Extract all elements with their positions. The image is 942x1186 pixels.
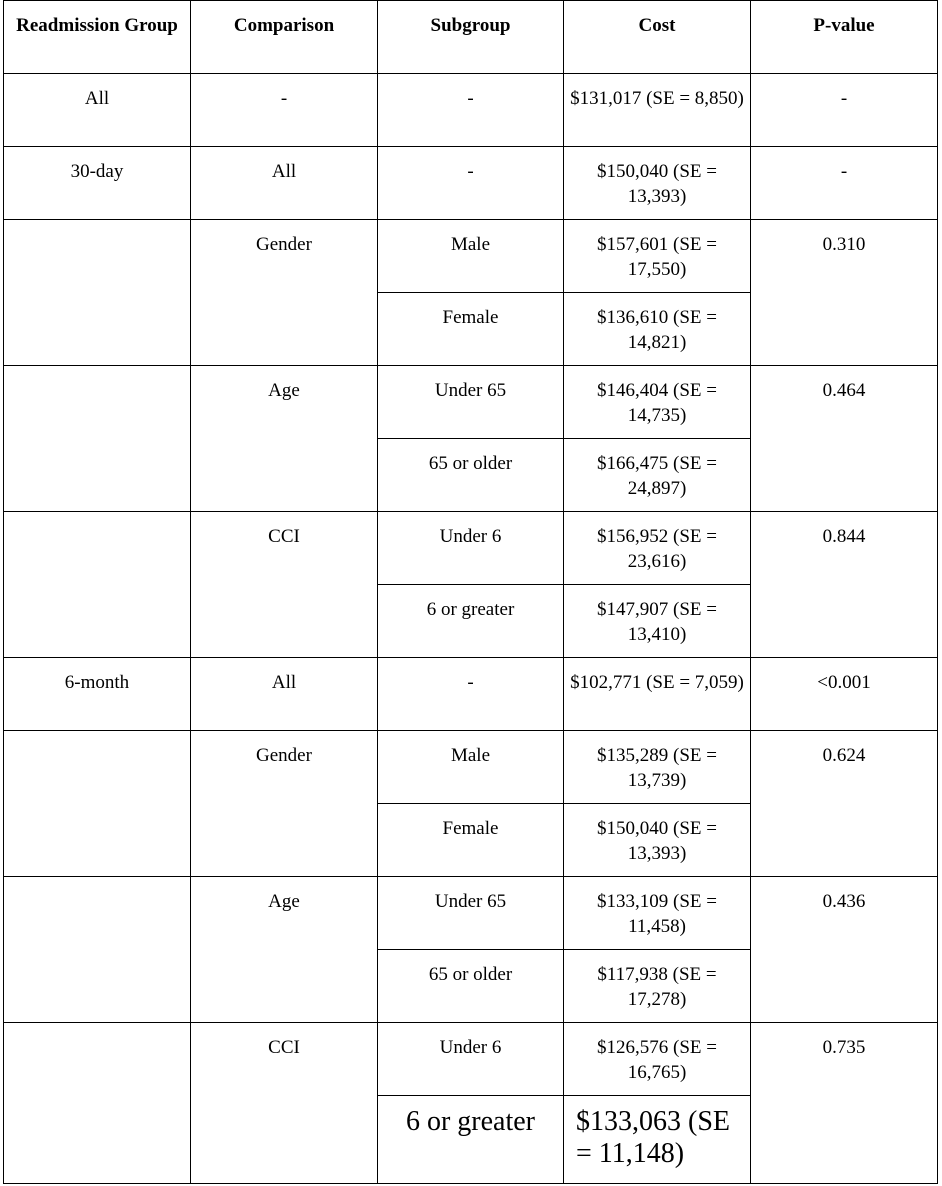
header-cost: Cost bbox=[564, 1, 751, 74]
p-value-cell: 0.464 bbox=[751, 366, 938, 512]
comparison-cell: CCI bbox=[191, 1023, 378, 1184]
header-comparison: Comparison bbox=[191, 1, 378, 74]
comparison-cell: CCI bbox=[191, 512, 378, 658]
p-value-cell: 0.624 bbox=[751, 731, 938, 877]
group-cell: 30-day bbox=[4, 147, 191, 220]
comparison-cell: Age bbox=[191, 366, 378, 512]
subgroup-cell: 6 or greater bbox=[378, 1096, 564, 1184]
header-p-value: P-value bbox=[751, 1, 938, 74]
table-row bbox=[4, 731, 938, 804]
cost-cell: $133,063 (SE = 11,148) bbox=[564, 1096, 751, 1184]
cost-cell: $150,040 (SE = 13,393) bbox=[564, 147, 751, 220]
cost-cell: $157,601 (SE = 17,550) bbox=[564, 220, 751, 293]
cost-cell: $133,109 (SE = 11,458) bbox=[564, 877, 751, 950]
cost-cell: $102,771 (SE = 7,059) bbox=[564, 658, 751, 731]
comparison-cell: All bbox=[191, 658, 378, 731]
comparison-cell: All bbox=[191, 147, 378, 220]
subgroup-cell: - bbox=[378, 74, 564, 147]
group-cell bbox=[4, 366, 191, 512]
group-cell bbox=[4, 877, 191, 1023]
table-row bbox=[4, 1023, 938, 1096]
cost-cell: $150,040 (SE = 13,393) bbox=[564, 804, 751, 877]
group-cell bbox=[4, 512, 191, 658]
table-row bbox=[4, 147, 938, 220]
p-value-cell: 0.735 bbox=[751, 1023, 938, 1184]
comparison-cell: Gender bbox=[191, 220, 378, 366]
cost-cell: $135,289 (SE = 13,739) bbox=[564, 731, 751, 804]
subgroup-cell: 6 or greater bbox=[378, 585, 564, 658]
comparison-cell: Gender bbox=[191, 731, 378, 877]
table-row bbox=[4, 877, 938, 950]
subgroup-cell: Female bbox=[378, 804, 564, 877]
header-subgroup: Subgroup bbox=[378, 1, 564, 74]
subgroup-cell: Female bbox=[378, 293, 564, 366]
cost-cell: $136,610 (SE = 14,821) bbox=[564, 293, 751, 366]
p-value-cell: <0.001 bbox=[751, 658, 938, 731]
table-row bbox=[4, 220, 938, 293]
subgroup-cell: Under 6 bbox=[378, 512, 564, 585]
group-cell bbox=[4, 1023, 191, 1184]
cost-cell: $131,017 (SE = 8,850) bbox=[564, 74, 751, 147]
p-value-cell: 0.310 bbox=[751, 220, 938, 366]
cost-cell: $126,576 (SE = 16,765) bbox=[564, 1023, 751, 1096]
table-row bbox=[4, 74, 938, 147]
subgroup-cell: Under 65 bbox=[378, 366, 564, 439]
subgroup-cell: 65 or older bbox=[378, 950, 564, 1023]
subgroup-cell: 65 or older bbox=[378, 439, 564, 512]
cost-cell: $166,475 (SE = 24,897) bbox=[564, 439, 751, 512]
comparison-cell: - bbox=[191, 74, 378, 147]
group-cell: All bbox=[4, 74, 191, 147]
subgroup-cell: Male bbox=[378, 220, 564, 293]
cost-cell: $156,952 (SE = 23,616) bbox=[564, 512, 751, 585]
p-value-cell: 0.844 bbox=[751, 512, 938, 658]
subgroup-cell: - bbox=[378, 147, 564, 220]
subgroup-cell: Male bbox=[378, 731, 564, 804]
cost-cell: $146,404 (SE = 14,735) bbox=[564, 366, 751, 439]
table-row bbox=[4, 366, 938, 439]
readmission-cost-table bbox=[3, 0, 938, 1184]
cost-cell: $147,907 (SE = 13,410) bbox=[564, 585, 751, 658]
subgroup-cell: Under 65 bbox=[378, 877, 564, 950]
group-cell: 6-month bbox=[4, 658, 191, 731]
table-row bbox=[4, 512, 938, 585]
cost-cell: $117,938 (SE = 17,278) bbox=[564, 950, 751, 1023]
p-value-cell: 0.436 bbox=[751, 877, 938, 1023]
p-value-cell: - bbox=[751, 147, 938, 220]
header-row bbox=[4, 1, 938, 74]
subgroup-cell: Under 6 bbox=[378, 1023, 564, 1096]
group-cell bbox=[4, 220, 191, 366]
group-cell bbox=[4, 731, 191, 877]
comparison-cell: Age bbox=[191, 877, 378, 1023]
header-readmission-group: Readmission Group bbox=[4, 1, 191, 74]
p-value-cell: - bbox=[751, 74, 938, 147]
subgroup-cell: - bbox=[378, 658, 564, 731]
table-row bbox=[4, 658, 938, 731]
